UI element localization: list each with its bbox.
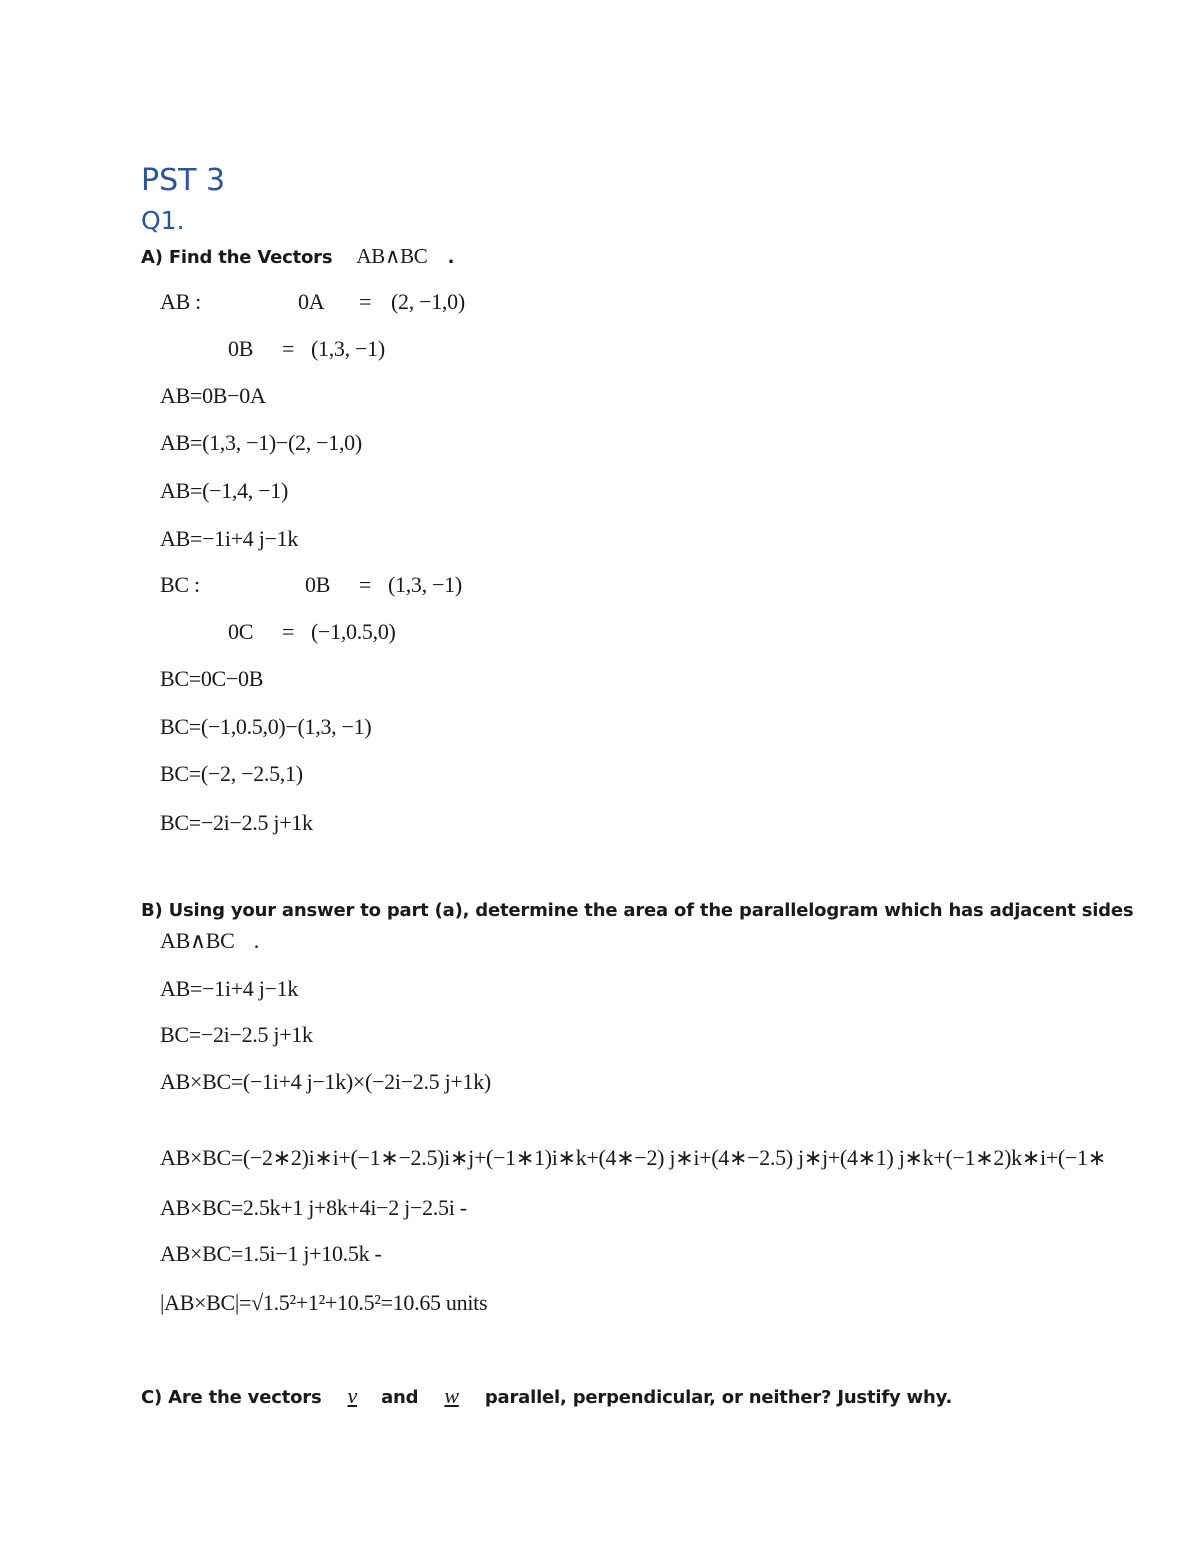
page-title: PST 3: [141, 163, 226, 198]
equals-sign: =: [282, 336, 295, 361]
equation-line: BC=(−1,0.5,0)−(1,3, −1): [160, 714, 372, 739]
oa-label: 0A: [298, 289, 325, 314]
equation-line: AB=(−1,4, −1): [160, 478, 289, 503]
ob-label: 0B: [305, 572, 331, 597]
oc-label: 0C: [228, 619, 254, 644]
part-b-expression: AB∧BC: [160, 928, 235, 953]
ab-label: AB :: [160, 289, 201, 314]
ob-value: (1,3, −1): [388, 572, 462, 597]
equation-line: BC=−2i−2.5 j+1k: [160, 1022, 313, 1047]
equation-line: AB=−1i+4 j−1k: [160, 526, 299, 551]
equation-line: BC=(−2, −2.5,1): [160, 761, 303, 786]
equation-line: BC=−2i−2.5 j+1k: [160, 810, 313, 835]
part-b-prompt-period: .: [253, 928, 259, 953]
equals-sign: =: [282, 619, 295, 644]
vector-w: w: [444, 1383, 459, 1408]
part-c-prompt-start: C) Are the vectors: [141, 1387, 322, 1408]
part-b-prompt-expression: [160, 928, 259, 954]
ob-label: 0B: [228, 336, 254, 361]
oc-value: (−1,0.5,0): [311, 619, 396, 644]
equals-sign: =: [359, 289, 372, 314]
vector-v: v: [347, 1383, 357, 1408]
part-c-prompt-end: parallel, perpendicular, or neither? Justify why.: [484, 1387, 953, 1408]
equation-line: AB=−1i+4 j−1k: [160, 976, 299, 1001]
and-word: and: [381, 1387, 419, 1408]
equation-line: AB=(1,3, −1)−(2, −1,0): [160, 430, 362, 455]
part-a-prompt-period: .: [447, 247, 455, 268]
oa-value: (2, −1,0): [391, 289, 465, 314]
part-a-prompt: [141, 244, 454, 269]
part-a-prompt-text: A) Find the Vectors: [141, 247, 333, 268]
part-b-prompt: B) Using your answer to part (a), determine the area of the parallelogram which has adjacent sides: [141, 900, 1134, 921]
equation-line: AB×BC=2.5k+1 j+8k+4i−2 j−2.5i -: [160, 1195, 467, 1220]
equation-line: BC=0C−0B: [160, 666, 264, 691]
part-c-prompt: [141, 1383, 952, 1409]
magnitude-result: |AB×BC|=√1.5²+1²+10.5²=10.65 units: [160, 1290, 488, 1315]
equation-line: AB×BC=(−1i+4 j−1k)×(−2i−2.5 j+1k): [160, 1069, 491, 1094]
equation-line: AB=0B−0A: [160, 383, 266, 408]
question-heading: Q1.: [141, 206, 185, 235]
equation-line: AB×BC=1.5i−1 j+10.5k -: [160, 1241, 382, 1266]
ob-value: (1,3, −1): [311, 336, 385, 361]
equation-line-overflow: AB×BC=(−2∗2)i∗i+(−1∗−2.5)i∗j+(−1∗1)i∗k+(4∗−2) j∗i+(4∗−2.5) j∗j+(4∗1) j∗k+(−1∗2)k∗i+(−1∗: [160, 1145, 1106, 1170]
equals-sign: =: [359, 572, 372, 597]
part-a-prompt-expression: AB∧BC: [356, 244, 428, 268]
bc-label: BC :: [160, 572, 200, 597]
